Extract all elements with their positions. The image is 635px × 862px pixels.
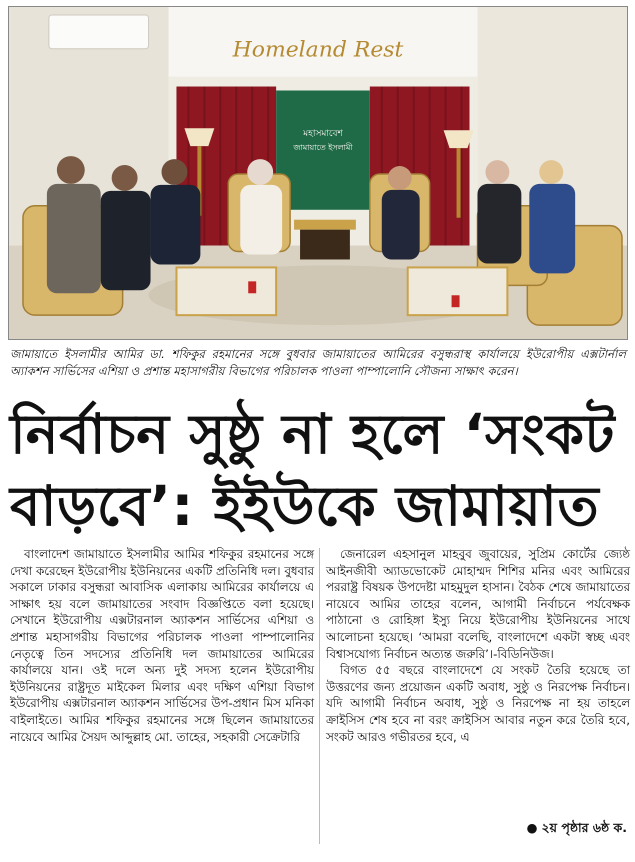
bullet-icon: ● (526, 820, 538, 835)
headline-line-2: বাড়বে’: ইইউকে জামায়াত (10, 474, 600, 538)
paragraph: বিগত ৫৫ বছরে বাংলাদেশে যে সংকট তৈরি হয়েছে তা উত্তরণের জন্য প্রয়োজন একটি অবাধ, সুষ্ঠু ও নিরপেক্ষ নির্বাচন। যদি আগামী নির্বাচন অবাধ, সুষ্ঠু ও নিরপেক্ষ না হয় তাহলে ক্রাইসিস শেষ হবে না বরং ক্রাইসিস আবার নতুন করে তৈরি হবে, সংকট আরও গভীরতর হবে, এ (326, 663, 630, 744)
headline-line-1: নির্বাচন সুষ্ঠু না হলে ‘সংকট (10, 402, 615, 466)
hotel-sign-text: Homeland Rest (232, 37, 404, 63)
article-body (8, 546, 628, 858)
paragraph: জেনারেল এহসানুল মাহবুব জুবায়ের, সুপ্রিম কোর্টের জ্যেষ্ঠ আইনজীবী অ্যাডভোকেট মোহাম্মদ শিশির মনির এবং আমিরের পররাষ্ট্র বিষয়ক উপদেষ্টা মাহমুদুল হাসান। বৈঠক শেষে জামায়াতের নায়েবে আমির তাহের বলেন, আগামী নির্বাচনে পর্যবেক্ষক পাঠানো ও রোহিঙ্গা ইস্যু নিয়ে ইউরোপীয় ইউনিয়নের সাথে আলোচনা হয়েছে। ‘আমরা বলেছি, বাংলাদেশে একটা স্বচ্ছ এবং বিশ্বাসযোগ্য নির্বাচন অত্যন্ত জরুরি’।-বিডিনিউজ। (326, 547, 630, 661)
paragraph: বাংলাদেশ জামায়াতে ইসলামীর আমির শফিকুর রহমানের সঙ্গে দেখা করেছেন ইউরোপীয় ইউনিয়নের একটি প্রতিনিধি দল। বুধবার সকালে ঢাকার বসুন্ধরা আবাসিক এলাকায় আমিরের কার্যালয়ে এ সাক্ষাৎ হয় বলে জামায়াতের সংবাদ বিজ্ঞপ্তিতে বলা হয়েছে। সেখানে ইউরোপীয় এক্সটারনাল অ্যাকশন সার্ভিসের এশিয়া ও প্রশান্ত মহাসাগরীয় বিভাগের পরিচালক পাওলা পাম্পালোনির নেতৃত্বে তিন সদস্যের প্রতিনিধি দল জামায়াতের আমিরের কার্যালয়ে যান। ওই দলে অন্য দুই সদস্য হলেন ইউরোপীয় ইউনিয়নের রাষ্ট্রদূত মাইকেল মিলার এবং দক্ষিণ এশিয়া বিভাগ ইউরোপীয় এক্সটারনাল অ্যাকশন সার্ভিসের উপ-প্রধান মিস মনিকা বাইলাইতে। আমির শফিকুর রহমানের সঙ্গে ছিলেন জামায়াতের নায়েবে আমির সৈয়দ আব্দুল্লাহ মো. তাহের, সহকারী সেক্রেটারি (10, 547, 314, 744)
photo-caption: জামায়াতে ইসলামীর আমির ডা. শফিকুর রহমানের সঙ্গে বুধবার জামায়াতের আমিরের বসুন্ধরাস্থ কার্যালয়ে ইউরোপীয় এক্সটার্নাল অ্যাকশন সার্ভিসের এশিয়া ও প্রশান্ত মহাসাগরীয় বিভাগের পরিচালক পাওলা পাম্পালোনি সৌজন্য সাক্ষাৎ করেন। (10, 347, 626, 378)
news-photo (8, 6, 628, 340)
meeting-room-illustration (9, 7, 627, 339)
banner-line1: মহাসমাবেশ (303, 129, 343, 140)
column-divider (319, 548, 320, 844)
article-column-right (326, 546, 630, 745)
continued-on-page (527, 820, 627, 840)
banner-line2: জামায়াতে ইসলামী (293, 143, 353, 153)
article-column-left (10, 546, 314, 745)
jump-text: ২য় পৃষ্ঠার ৬ষ্ঠ ক. (541, 820, 627, 835)
headline (10, 398, 626, 542)
